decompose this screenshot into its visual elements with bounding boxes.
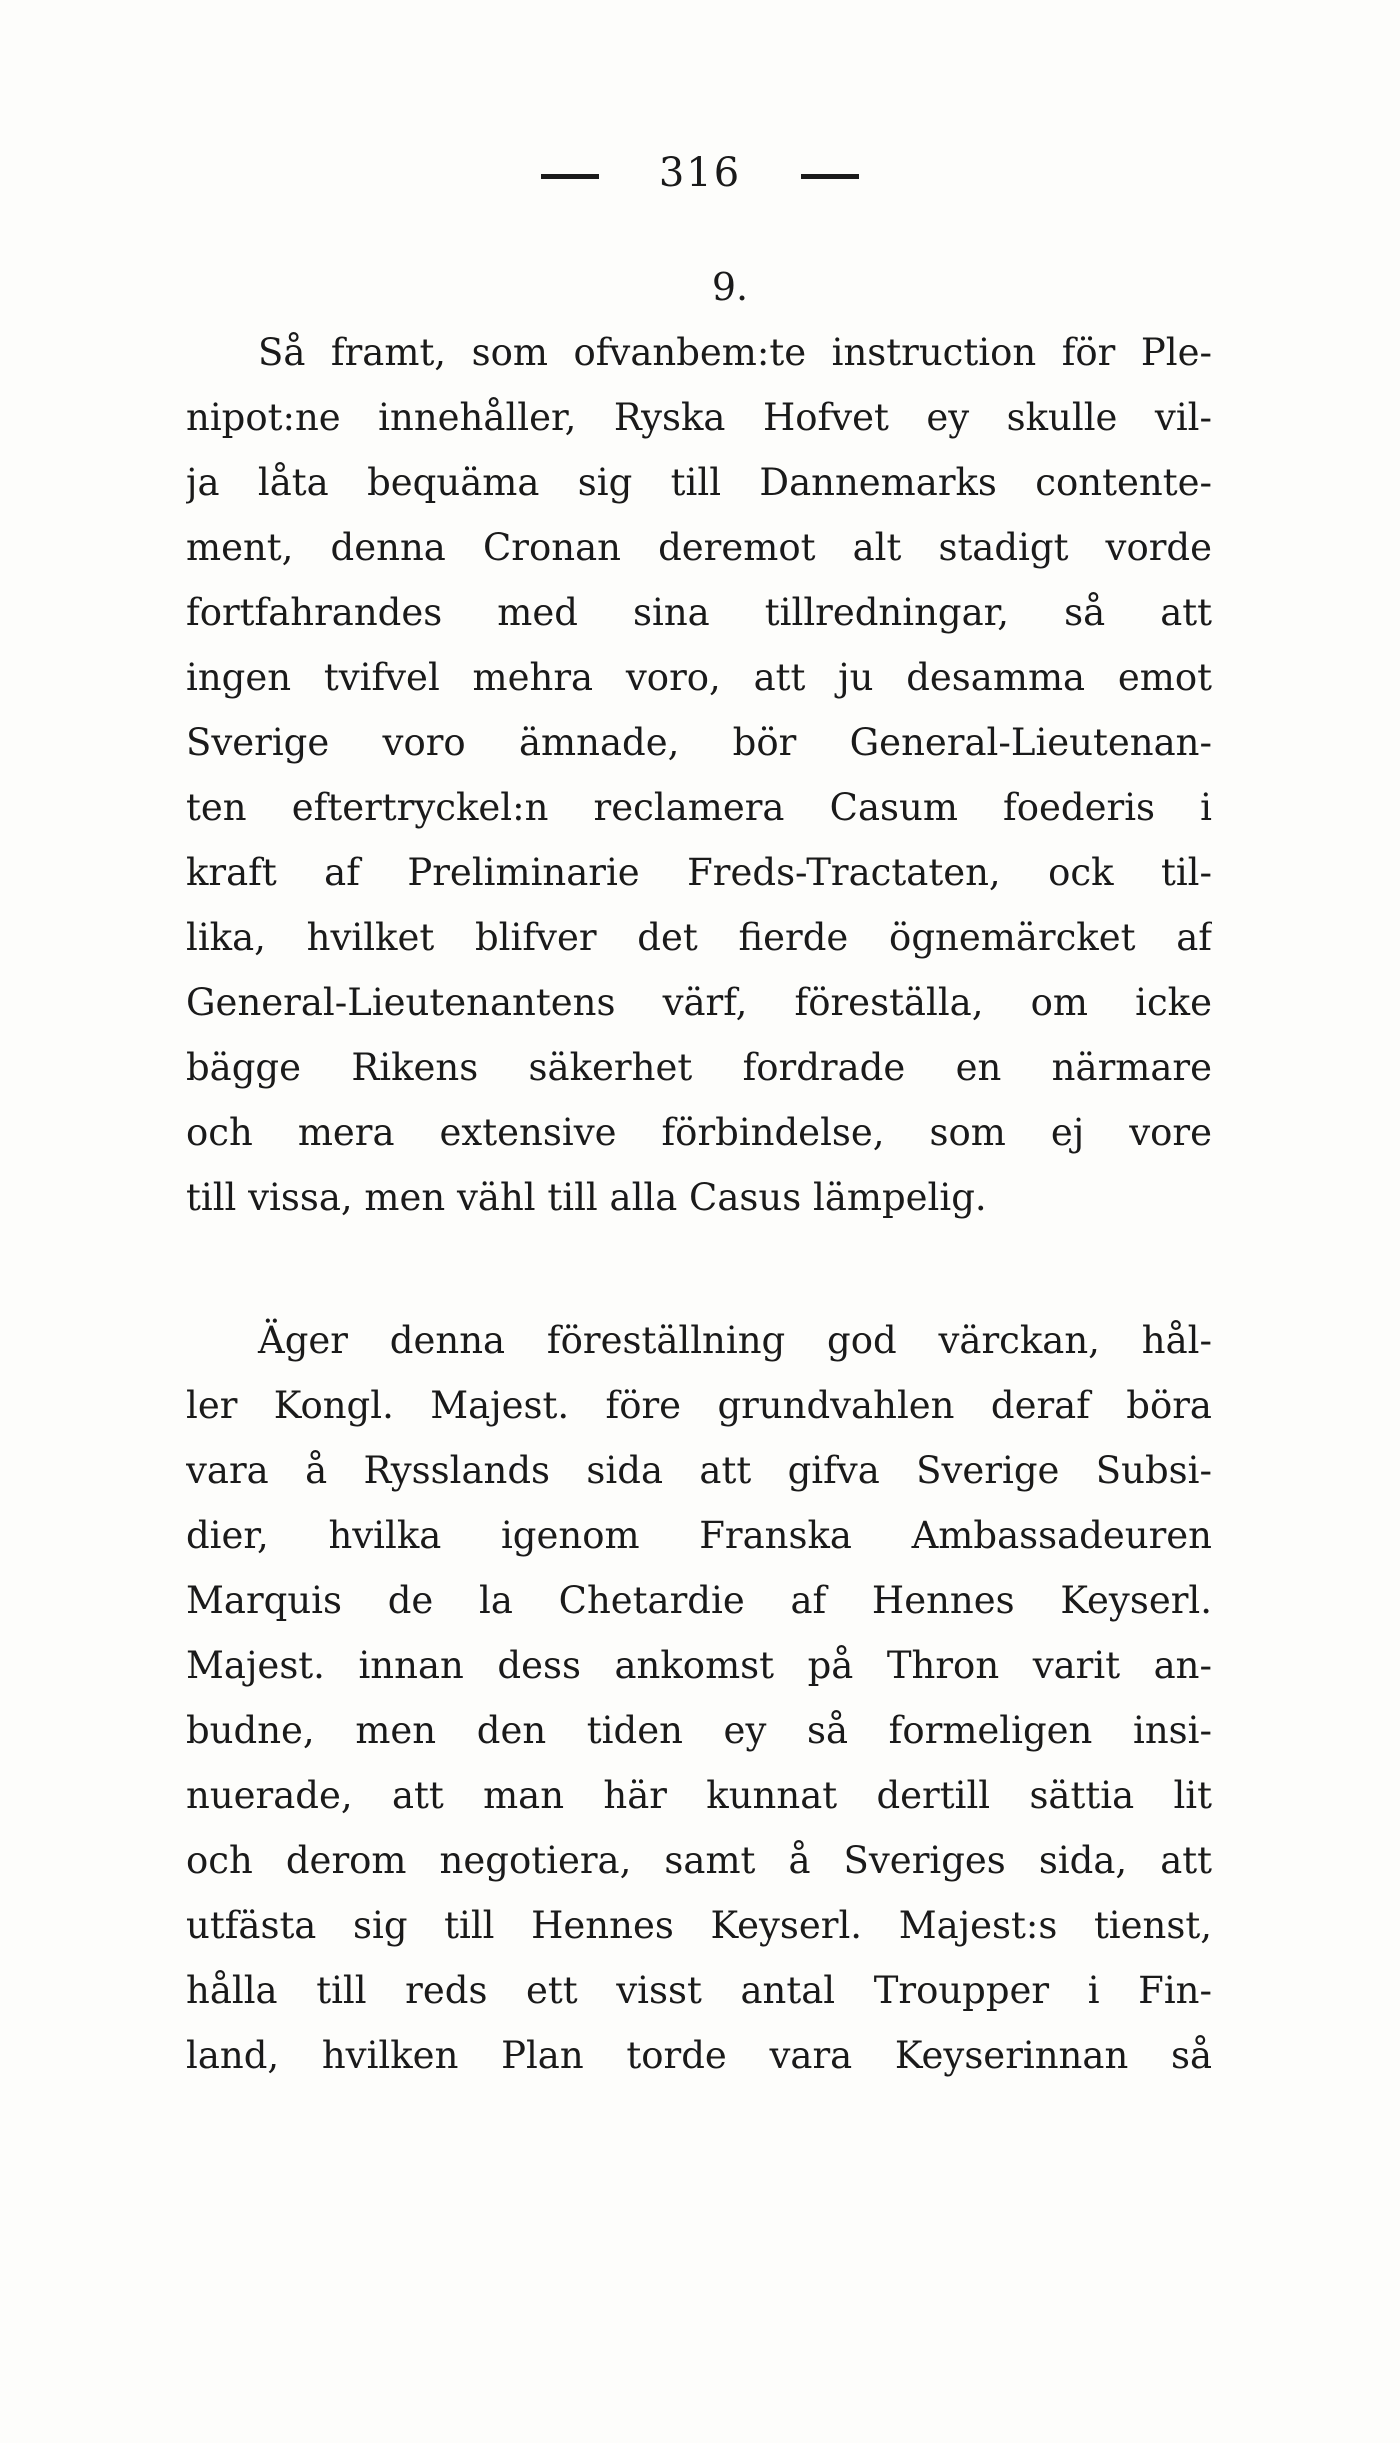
text-line: ment, denna Cronan deremot alt stadigt vorde [186, 526, 1212, 569]
paragraph-1 [186, 320, 1212, 1230]
paragraph-2 [186, 1308, 1212, 2088]
header-dash-right [801, 174, 859, 179]
text-line: budne, men den tiden ey så formeligen insi- [186, 1709, 1212, 1752]
text-line: bägge Rikens säkerhet fordrade en närmare [186, 1046, 1212, 1089]
text-line: kraft af Preliminarie Freds-Tractaten, ock til- [186, 851, 1212, 894]
text-line: Majest. innan dess ankomst på Thron varit an- [186, 1644, 1212, 1687]
header-dash-left [541, 174, 599, 179]
text-line: nipot:ne innehåller, Ryska Hofvet ey skulle vil- [186, 396, 1212, 439]
text-line: fortfahrandes med sina tillredningar, så att [186, 591, 1212, 634]
text-line: ingen tvifvel mehra voro, att ju desamma emot [186, 656, 1212, 699]
text-line: lika, hvilket blifver det fierde ögnemärcket af [186, 916, 1212, 959]
text-line: Så framt, som ofvanbem:te instruction för Ple- [258, 331, 1212, 374]
text-line: nuerade, att man här kunnat dertill sättia lit [186, 1774, 1212, 1817]
text-line: hålla till reds ett visst antal Troupper i Fin- [186, 1969, 1212, 2012]
text-line: ler Kongl. Majest. före grundvahlen deraf böra [186, 1384, 1212, 1427]
text-line: vara å Rysslands sida att gifva Sverige Subsi- [186, 1449, 1212, 1492]
section-number: 9. [711, 265, 749, 309]
text-line: och derom negotiera, samt å Sveriges sida, att [186, 1839, 1212, 1882]
text-line: utfästa sig till Hennes Keyserl. Majest:s tienst, [186, 1904, 1212, 1947]
text-line: Marquis de la Chetardie af Hennes Keyserl. [186, 1579, 1212, 1622]
text-line: dier, hvilka igenom Franska Ambassadeuren [186, 1514, 1212, 1557]
body-text [186, 320, 1212, 2088]
text-line: ten eftertryckel:n reclamera Casum foederis i [186, 786, 1212, 829]
text-line: Sverige voro ämnade, bör General-Lieutenan- [186, 721, 1212, 764]
text-line: Äger denna föreställning god värckan, hål- [258, 1319, 1212, 1362]
text-line: General-Lieutenantens värf, föreställa, om icke [186, 981, 1212, 1024]
text-line: till vissa, men vähl till alla Casus lämpelig. [186, 1176, 987, 1219]
page-number: 316 [658, 150, 742, 196]
paragraph-gap [186, 1230, 1212, 1308]
text-line: land, hvilken Plan torde vara Keyserinnan så [186, 2034, 1212, 2077]
page-header [0, 150, 1400, 196]
text-line: och mera extensive förbindelse, som ej vore [186, 1111, 1212, 1154]
text-line: ja låta bequäma sig till Dannemarks contente- [186, 461, 1212, 504]
